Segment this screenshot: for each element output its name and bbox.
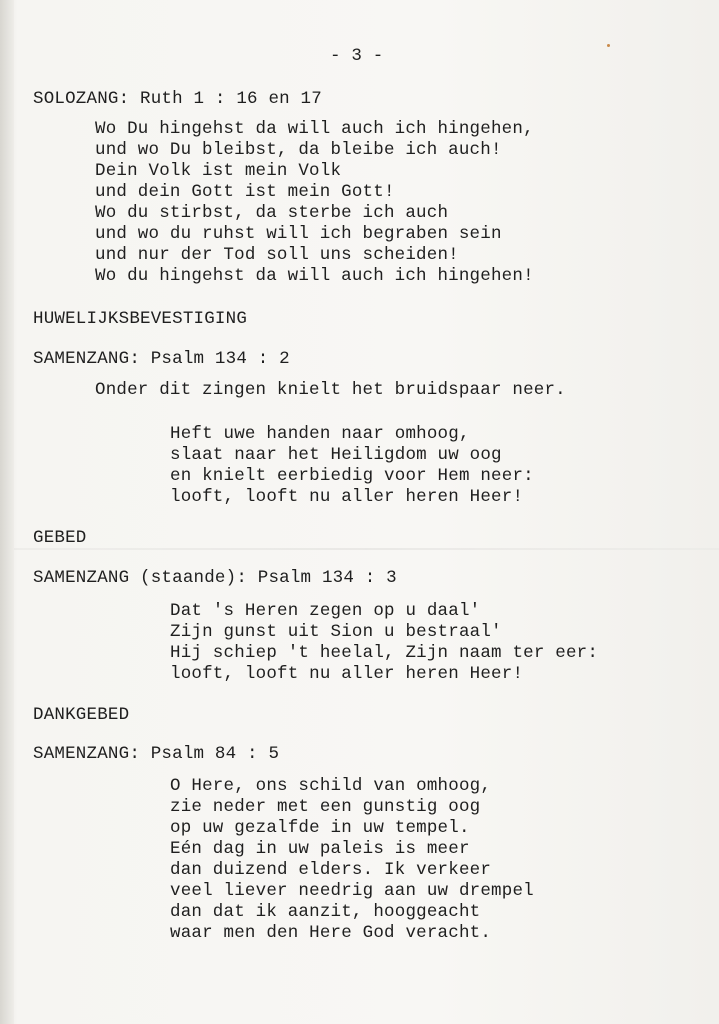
page-fold-crease bbox=[14, 548, 719, 550]
samenzang-3-line: veel liever needrig aan uw drempel bbox=[170, 881, 534, 901]
samenzang-3-line: zie neder met een gunstig oog bbox=[170, 797, 481, 817]
solozang-heading: SOLOZANG: Ruth 1 : 16 en 17 bbox=[33, 89, 322, 109]
solozang-line: und dein Gott ist mein Gott! bbox=[95, 182, 395, 202]
samenzang-2-line: Dat 's Heren zegen op u daal' bbox=[170, 601, 481, 621]
page-binding-shadow bbox=[0, 0, 14, 1024]
samenzang-2-line: looft, looft nu aller heren Heer! bbox=[170, 664, 524, 684]
samenzang-1-line: looft, looft nu aller heren Heer! bbox=[170, 487, 524, 507]
huwelijksbevestiging-heading: HUWELIJKSBEVESTIGING bbox=[33, 309, 248, 329]
samenzang-2-line: Zijn gunst uit Sion u bestraal' bbox=[170, 622, 502, 642]
samenzang-3-heading: SAMENZANG: Psalm 84 : 5 bbox=[33, 744, 280, 764]
solozang-line: und nur der Tod soll uns scheiden! bbox=[95, 245, 459, 265]
solozang-line: und wo du ruhst will ich begraben sein bbox=[95, 224, 502, 244]
samenzang-1-heading: SAMENZANG: Psalm 134 : 2 bbox=[33, 349, 290, 369]
solozang-line: Dein Volk ist mein Volk bbox=[95, 161, 342, 181]
samenzang-2-line: Hij schiep 't heelal, Zijn naam ter eer: bbox=[170, 643, 599, 663]
solozang-line: Wo Du hingehst da will auch ich hingehen, bbox=[95, 119, 534, 139]
samenzang-3-line: op uw gezalfde in uw tempel. bbox=[170, 818, 470, 838]
solozang-line: und wo Du bleibst, da bleibe ich auch! bbox=[95, 140, 502, 160]
samenzang-1-line: en knielt eerbiedig voor Hem neer: bbox=[170, 466, 534, 486]
page-number: - 3 - bbox=[330, 46, 384, 66]
solozang-line: Wo du stirbst, da sterbe ich auch bbox=[95, 203, 449, 223]
samenzang-1-line: slaat naar het Heiligdom uw oog bbox=[170, 445, 502, 465]
samenzang-3-line: O Here, ons schild van omhoog, bbox=[170, 776, 492, 796]
samenzang-1-line: Heft uwe handen naar omhoog, bbox=[170, 424, 470, 444]
samenzang-1-note: Onder dit zingen knielt het bruidspaar neer. bbox=[95, 380, 566, 400]
samenzang-3-line: Eén dag in uw paleis is meer bbox=[170, 839, 470, 859]
dankgebed-heading: DANKGEBED bbox=[33, 705, 130, 725]
solozang-line: Wo du hingehst da will auch ich hingehen! bbox=[95, 266, 534, 286]
samenzang-3-line: dan duizend elders. Ik verkeer bbox=[170, 860, 492, 880]
samenzang-3-line: waar men den Here God veracht. bbox=[170, 923, 492, 943]
samenzang-2-heading: SAMENZANG (staande): Psalm 134 : 3 bbox=[33, 568, 397, 588]
samenzang-3-line: dan dat ik aanzit, hooggeacht bbox=[170, 902, 481, 922]
gebed-heading: GEBED bbox=[33, 528, 87, 548]
paper-speck bbox=[607, 44, 610, 47]
